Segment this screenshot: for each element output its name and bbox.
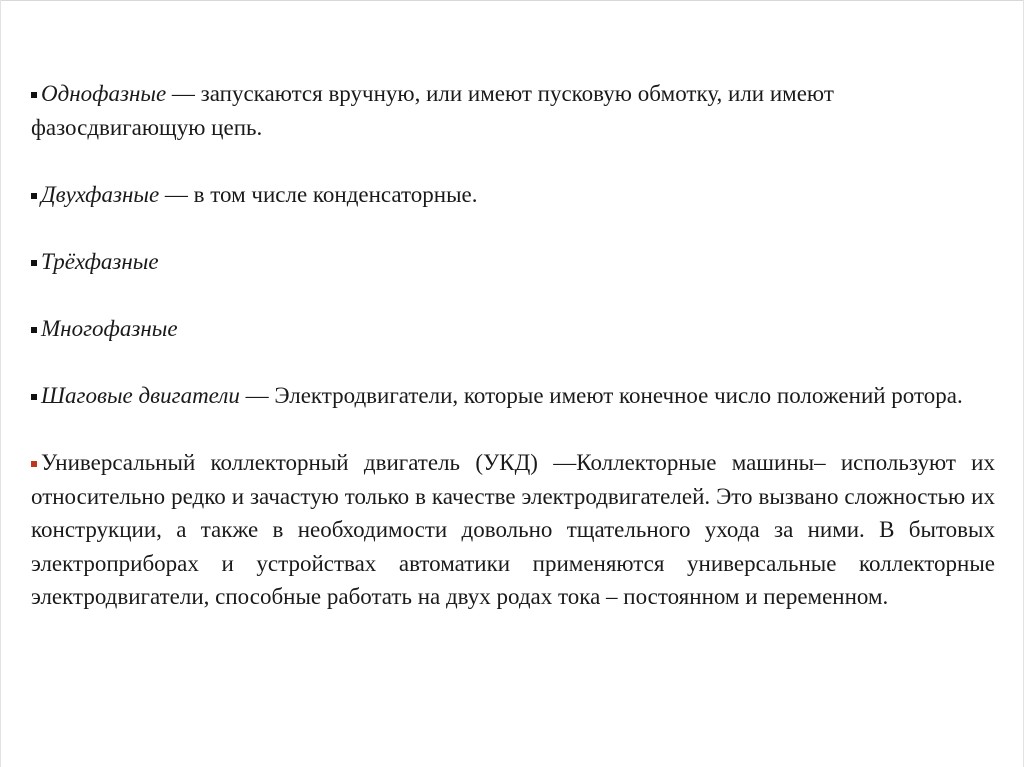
item-text: — Электродвигатели, которые имеют конечное число положений ротора. — [239, 383, 963, 408]
item-term: Многофазные — [41, 316, 178, 341]
list-item-multi-phase — [31, 312, 995, 346]
item-term: Шаговые двигатели — [41, 383, 240, 408]
slide-border-left — [0, 0, 1, 767]
slide-border-top — [0, 0, 1024, 1]
item-term: Двухфазные — [41, 182, 160, 207]
slide-content — [31, 77, 995, 614]
square-bullet-icon — [31, 394, 37, 400]
paragraph-universal-motor — [31, 446, 995, 614]
item-text: — в том числе конденсаторные. — [159, 182, 478, 207]
list-item-single-phase — [31, 77, 995, 145]
square-bullet-icon — [31, 193, 37, 199]
square-bullet-icon — [31, 260, 37, 266]
spacer — [31, 413, 995, 446]
list-item-stepper-motors — [31, 379, 995, 413]
spacer — [31, 212, 995, 245]
item-term: Трёхфазные — [41, 249, 159, 274]
item-text: — запускаются вручную, или имеют пусковую обмотку, или имеют фазосдвигающую цепь. — [31, 81, 834, 140]
paragraph-text: Универсальный коллекторный двигатель (УКД) —Коллекторные машины– используют их относительно редко и зачастую только в качестве электродвигателей. Это вызвано сложностью их конструкции, а также в необходимости довольно тщательного ухода за ними. В бытовых электроприборах и устройствах автоматики применяются универсальные коллекторные электродвигатели, способные работать на двух родах тока – постоянном и переменном. — [31, 450, 995, 609]
spacer — [31, 346, 995, 379]
red-square-bullet-icon — [31, 461, 37, 467]
spacer — [31, 279, 995, 312]
item-term: Однофазные — [41, 81, 167, 106]
spacer — [31, 145, 995, 178]
list-item-two-phase — [31, 178, 995, 212]
list-item-three-phase — [31, 245, 995, 279]
square-bullet-icon — [31, 327, 37, 333]
square-bullet-icon — [31, 92, 37, 98]
